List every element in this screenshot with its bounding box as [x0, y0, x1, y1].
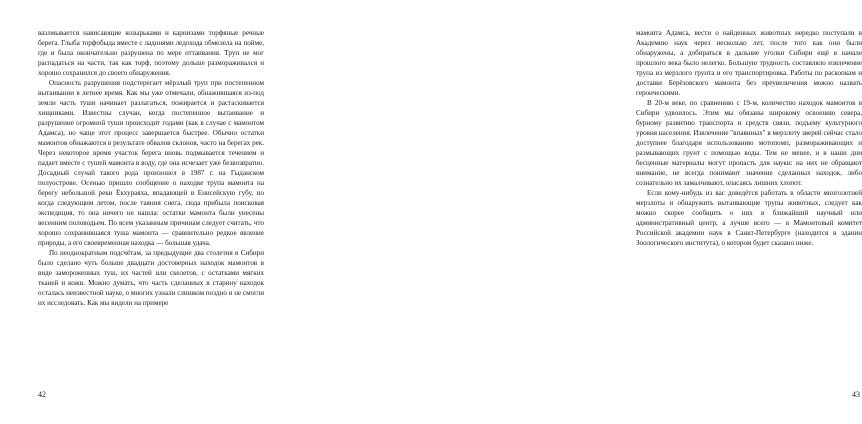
right-page-text-column: [636, 28, 862, 248]
right-page-number: 43: [852, 390, 860, 399]
right-paragraph-3: Если кому-нибудь из вас доведётся работать в области многолетней мерзлоты и обнаружить вытаивающие трупы животных, следует как можно скорее сообщить о них в ближайший научный или административный центр, а лучше всего — в Мамонтовый комитет Российской академии наук в Санкт-Петербурге (находится в здании Зоологического института), о котором будет сказано ниже.: [636, 189, 862, 247]
left-page-number: 42: [38, 390, 46, 399]
left-paragraph-2: Опасность разрушения подстерегает мёрзлый труп при постепенном вытаивании в летнее время. Как мы уже отмечали, обнажившаяся из-под земли часть туши начинает разлагаться, пожирается и растаскивается хищниками. Известны случаи, когда постепенное вытаивание и разрушение огромной туши происходит годами (как в случае с мамонтом Адамса), но чаще этот процесс завершается быстрее. Обычно остатки мамонтов обнажаются в результате обвалов склонов, часто на берегах рек. Через некоторое время участок берега вновь подмывается течением и падает вместе с тушей мамонта в воду, где она исчезает уже безвозвратно. Досадный случай такого рода произошел в 1987 г. на Гыданском полуострове. Осенью пришло сообщение о находке трупа мамонта на берегу небольшой реки Ёкхураяха, впадающей в Енисейскую губу, но когда следующим летом, после таяния снега, сюда прибыла поисковая экспедиция, то она ничего не нашла: остатки мамонта были унесены весенним половодьем. По всем указанным причинам следует считать, что хорошо сохранившаяся туша мамонта — сравнительно редкое явление природы, а его своевременная находка — большая удача.: [38, 79, 264, 247]
left-page-text-column: [38, 28, 264, 308]
right-paragraph-2: В 20-м веке, по сравнению с 19-м, количество находок мамонтов в Сибири удвоилось. Этим мы обязаны широкому освоению севера, бурному развитию транспорта и средств связи, подъему культурного уровня населения. Извлечение "впаянных" в мерзлоту зверей сейчас стало доступнее благодаря использованию мотопомп, размораживающих и размывающих грунт с помощью воды. Тем не менее, и в наши дни бесценные материалы могут пропасть для науки: на них не обращают внимание, не всегда понимают значение сделанных находок, либо сознательно их замалчивают, опасаясь лишних хлопот.: [636, 99, 862, 187]
right-paragraph-1: мамонта Адамса, вести о найденных животных нередко поступали в Академию наук через несколько лет, после того как они были обнаружены, а добираться в дальние уголки Сибири ещё в начале прошлого века было нелегко. Большую трудность составляло извлечение трупа из мерзлого грунта и его транспортировка. Работы по раскопкам и доставке Берёзовского мамонта без преувеличения можно назвать героическими.: [636, 29, 862, 97]
left-paragraph-3: По неоднократным подсчётам, за предыдущие два столетия в Сибири было сделано чуть больше двадцати достоверных находок мамонтов в виде замороженных туш, их частей или скелетов, с остатками мягких тканей и кожи. Можно думать, что часть сделанных в старину находок осталась неизвестной науке, о многих узнали слишком поздно и не смогли их исследовать. Как мы видели на примере: [38, 249, 265, 307]
left-paragraph-1: вазлмывается нависающие козырьками и карнизами торфяные речные берега. Глыба торфобыда вместе с ладонями ледохода обмелела на пойме, где и была окончательно разрушена по мере оттаивания. Труп не мог распадаться на части, так как торф, поэтому дольше размораживался и хорошо сохранился до своего обнаружения.: [38, 29, 264, 77]
left-page: [0, 0, 300, 424]
right-page: [300, 0, 862, 424]
